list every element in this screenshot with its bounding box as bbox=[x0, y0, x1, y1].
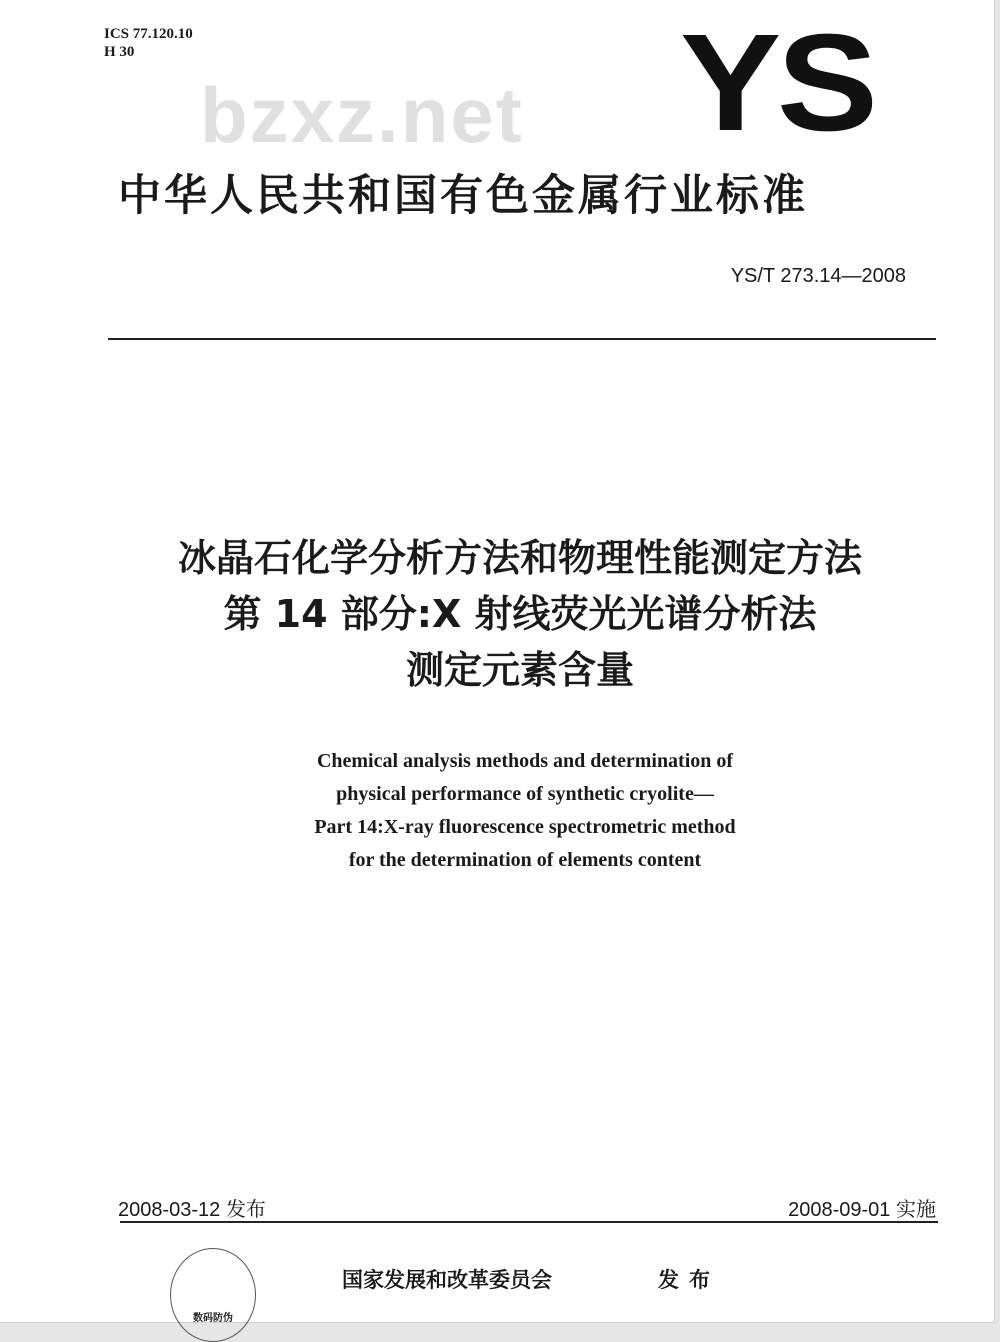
title-english bbox=[0, 745, 1000, 877]
ys-logo: YS bbox=[680, 6, 874, 160]
title-en-line: physical performance of synthetic cryolite— bbox=[336, 783, 714, 805]
title-cn-line: 第 14 部分:X 射线荧光光谱分析法 bbox=[223, 592, 817, 636]
publisher: 国家发展和改革委员会 bbox=[342, 1268, 552, 1292]
title-en-line: Part 14:X-ray fluorescence spectrometric method bbox=[314, 816, 736, 838]
footer-divider bbox=[120, 1221, 938, 1223]
title-cn-line: 冰晶石化学分析方法和物理性能测定方法 bbox=[177, 536, 862, 580]
effective-date: 2008-09-01 实施 bbox=[788, 1199, 936, 1221]
organization-title: 中华人民共和国有色金属行业标准 bbox=[118, 171, 808, 221]
header-divider bbox=[108, 338, 936, 340]
ics-code: ICS 77.120.10 bbox=[104, 26, 193, 42]
seal-text: 数码防伪 bbox=[193, 1313, 233, 1324]
title-chinese bbox=[0, 530, 1000, 698]
watermark: bzxz.net bbox=[200, 71, 524, 159]
title-cn-line: 测定元素含量 bbox=[405, 648, 634, 692]
issue-label: 发布 bbox=[658, 1268, 720, 1292]
ccs-code: H 30 bbox=[104, 44, 135, 60]
release-date: 2008-03-12 发布 bbox=[118, 1199, 266, 1221]
title-en-line: for the determination of elements content bbox=[348, 849, 702, 871]
standard-code: YS/T 273.14—2008 bbox=[730, 265, 906, 287]
anti-counterfeit-seal bbox=[170, 1248, 256, 1342]
title-en-line: Chemical analysis methods and determination of bbox=[316, 750, 734, 772]
classification-codes bbox=[104, 25, 193, 61]
